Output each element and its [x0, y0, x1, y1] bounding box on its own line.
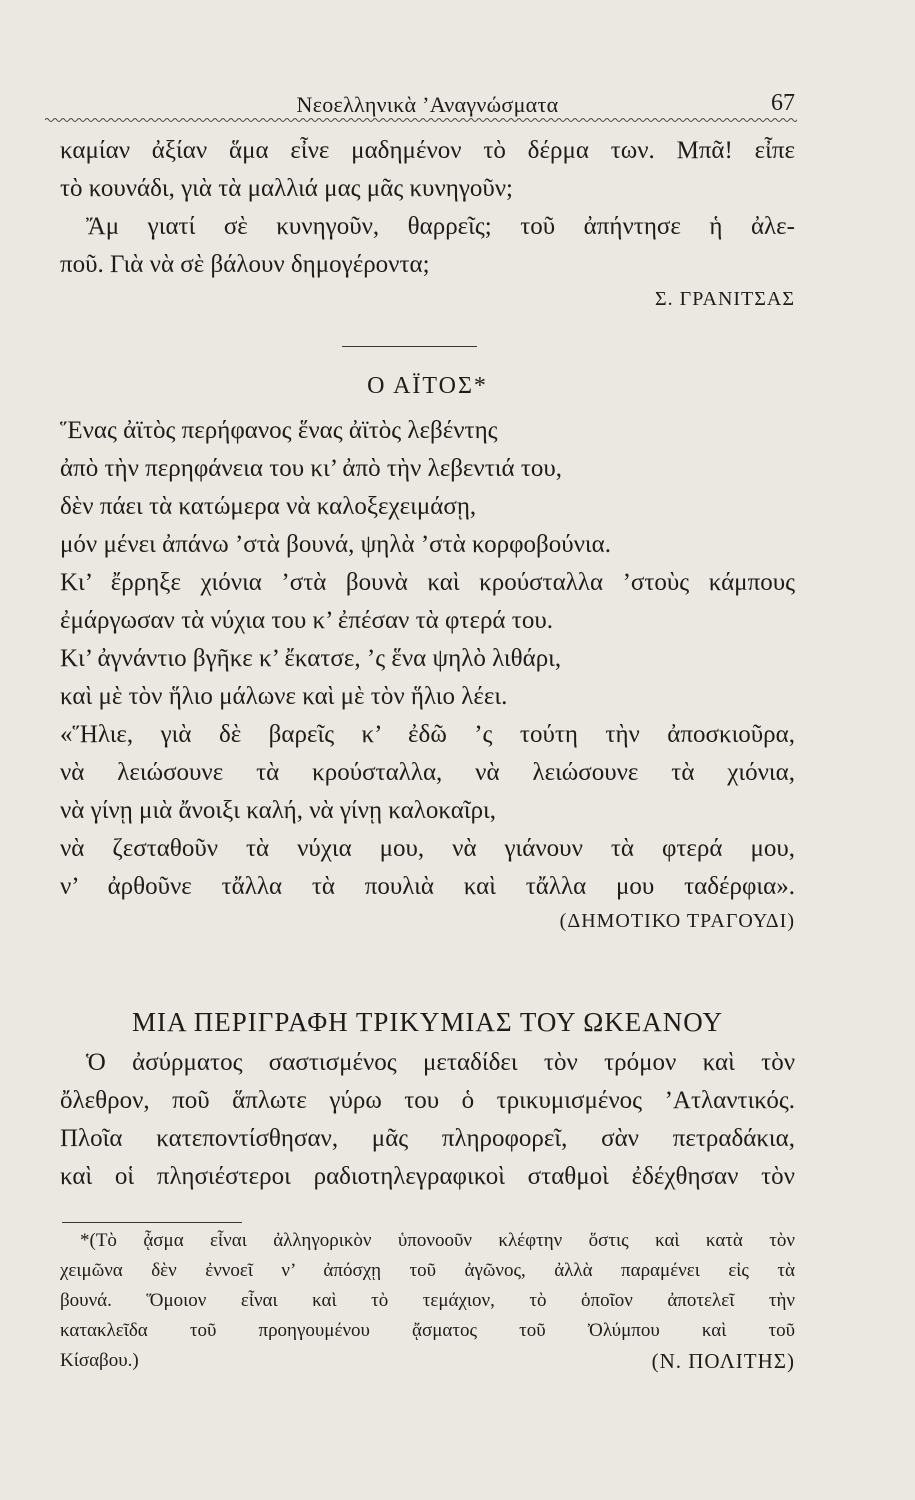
poem-line: δὲν πάει τὰ κατώμερα νὰ καλοξεχειμάσῃ, — [60, 493, 477, 520]
poem — [60, 366, 795, 936]
poem-line: Κι’ ἔρρηξε χιόνια ’στὰ βουνὰ καὶ κρούσταλλα ’στοὺς κάμπους — [60, 569, 795, 596]
prose-line: τὸ κουνάδι, γιὰ τὰ μαλλιά μας μᾶς κυνηγοῦν; — [60, 175, 513, 202]
prose-line: ποῦ. Γιὰ νὰ σὲ βάλουν δημογέροντα; — [60, 251, 430, 278]
section-line: καὶ οἱ πλησιέστεροι ραδιοτηλεγραφικοὶ σταθμοὶ ἐδέχθησαν τὸν — [60, 1163, 795, 1190]
poem-line: «Ἥλιε, γιὰ δὲ βαρεῖς κ’ ἐδῶ ’ς τούτη τὴν ἀποσκιοῦρα, — [60, 721, 795, 748]
page-number: 67 — [771, 90, 795, 116]
prose-line: καμίαν ἀξίαν ἅμα εἶνε μαδημένον τὸ δέρμα των. Μπᾶ! εἶπε — [60, 137, 795, 164]
footnote-line: Κίσαβου.) — [60, 1350, 139, 1371]
running-title: Νεοελληνικὰ ’Αναγνώσματα — [296, 92, 559, 117]
poem-title: Ο ΑΪΤΟΣ* — [367, 373, 488, 399]
poem-line: Κι’ ἀγνάντιο βγῆκε κ’ ἔκατσε, ’ς ἕνα ψηλὸ λιθάρι, — [60, 645, 562, 672]
poem-line: Ἕνας ἀϊτὸς περήφανος ἕνας ἀϊτὸς λεβέντης — [60, 417, 498, 444]
footnote-line: βουνά. Ὅμοιον εἶναι καὶ τὸ τεμάχιον, τὸ ὁποῖον ἀποτελεῖ τὴν — [60, 1290, 795, 1311]
poem-line: νὰ γίνῃ μιὰ ἄνοιξι καλή, νὰ γίνῃ καλοκαῖρι, — [60, 797, 497, 824]
storm-section — [60, 1000, 795, 1196]
section-line: ὄλεθρον, ποῦ ἅπλωτε γύρω του ὁ τρικυμισμένος ’Ατλαντικός. — [60, 1087, 795, 1114]
header-wavy-rule — [45, 116, 797, 124]
prose-top — [60, 132, 795, 314]
poem-line: ν’ ἀρθοῦνε τἄλλα τὰ πουλιὰ καὶ τἄλλα μου ταδέρφια». — [60, 873, 795, 900]
poem-source: (ΔΗΜΟΤΙΚΟ ΤΡΑΓΟΥΔΙ) — [559, 910, 795, 932]
poem-line: ἀπὸ τὴν περηφάνεια του κι’ ἀπὸ τὴν λεβεντιά του, — [60, 455, 563, 482]
poem-line: ἐμάργωσαν τὰ νύχια του κ’ ἐπέσαν τὰ φτερά του. — [60, 607, 553, 634]
author-signature: Σ. ΓΡΑΝΙΤΣΑΣ — [655, 288, 795, 310]
footnote-line: κατακλεῖδα τοῦ προηγουμένου ᾄσματος τοῦ Ὀλύμπου καὶ τοῦ — [60, 1320, 795, 1341]
section-line: Ὁ ἀσύρματος σαστισμένος μεταδίδει τὸν τρόμον καὶ τὸν — [86, 1049, 795, 1076]
footnote-signature: (Ν. ΠΟΛΙΤΗΣ) — [651, 1349, 795, 1373]
footnote — [60, 1226, 795, 1376]
footnote-divider — [62, 1222, 242, 1223]
poem-line: νὰ λειώσουνε τὰ κρούσταλλα, νὰ λειώσουνε τὰ χιόνια, — [60, 759, 795, 786]
section-title: ΜΙΑ ΠΕΡΙΓΡΑΦΗ ΤΡΙΚΥΜΙΑΣ ΤΟΥ ΩΚΕΑΝΟΥ — [132, 1007, 723, 1037]
prose-line: Ἄμ γιατί σὲ κυνηγοῦν, θαρρεῖς; τοῦ ἀπήντησε ἡ ἀλε- — [86, 213, 795, 240]
footnote-last-row — [60, 1346, 795, 1376]
poem-line: καὶ μὲ τὸν ἥλιο μάλωνε καὶ μὲ τὸν ἥλιο λέει. — [60, 683, 508, 710]
section-divider — [342, 346, 477, 347]
footnote-line: *(Τὸ ᾆσμα εἶναι ἀλληγορικὸν ὑπονοοῦν κλέφτην ὅστις καὶ κατὰ τὸν — [80, 1230, 795, 1251]
poem-line: νὰ ζεσταθοῦν τὰ νύχια μου, νὰ γιάνουν τὰ φτερά μου, — [60, 835, 795, 862]
footnote-line: χειμῶνα δὲν ἐννοεῖ ν’ ἀπόσχῃ τοῦ ἀγῶνος, ἀλλὰ παραμένει εἰς τὰ — [60, 1260, 795, 1281]
poem-line: μόν μένει ἀπάνω ’στὰ βουνά, ψηλὰ ’στὰ κορφοβούνια. — [60, 531, 611, 558]
section-line: Πλοῖα κατεποντίσθησαν, μᾶς πληροφορεῖ, σὰν πετραδάκια, — [60, 1125, 795, 1152]
